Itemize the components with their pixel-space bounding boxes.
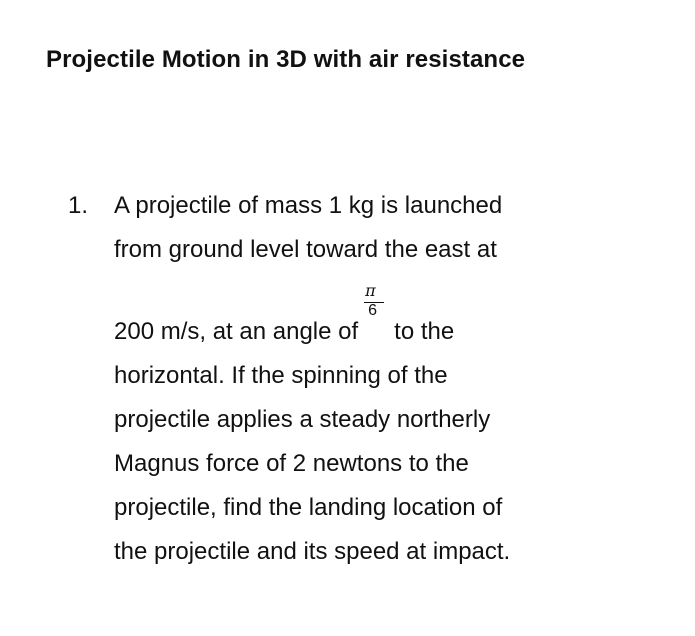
- problem-number: 1.: [68, 192, 89, 219]
- line-3-before-fraction: 200 m/s, at an angle of: [114, 318, 359, 345]
- problem-line-1: A projectile of mass 1 kg is launched: [114, 192, 503, 219]
- problem-line-3: [114, 281, 654, 354]
- fraction-numerator: π: [365, 281, 376, 300]
- pi-over-six-fraction: [364, 281, 386, 339]
- problem-text: [114, 184, 654, 574]
- line-3-after-fraction: to the: [394, 318, 455, 345]
- problem-line-2: from ground level toward the east at: [114, 236, 497, 263]
- fraction-denominator: 6: [368, 302, 378, 319]
- document-title: Projectile Motion in 3D with air resistance: [46, 46, 526, 73]
- problem-line-5: projectile applies a steady northerly: [114, 406, 491, 433]
- problem-line-8: the projectile and its speed at impact.: [114, 538, 511, 565]
- problem-line-7: projectile, find the landing location of: [114, 494, 503, 521]
- problem-line-4: horizontal. If the spinning of the: [114, 362, 448, 389]
- problem-line-6: Magnus force of 2 newtons to the: [114, 450, 469, 477]
